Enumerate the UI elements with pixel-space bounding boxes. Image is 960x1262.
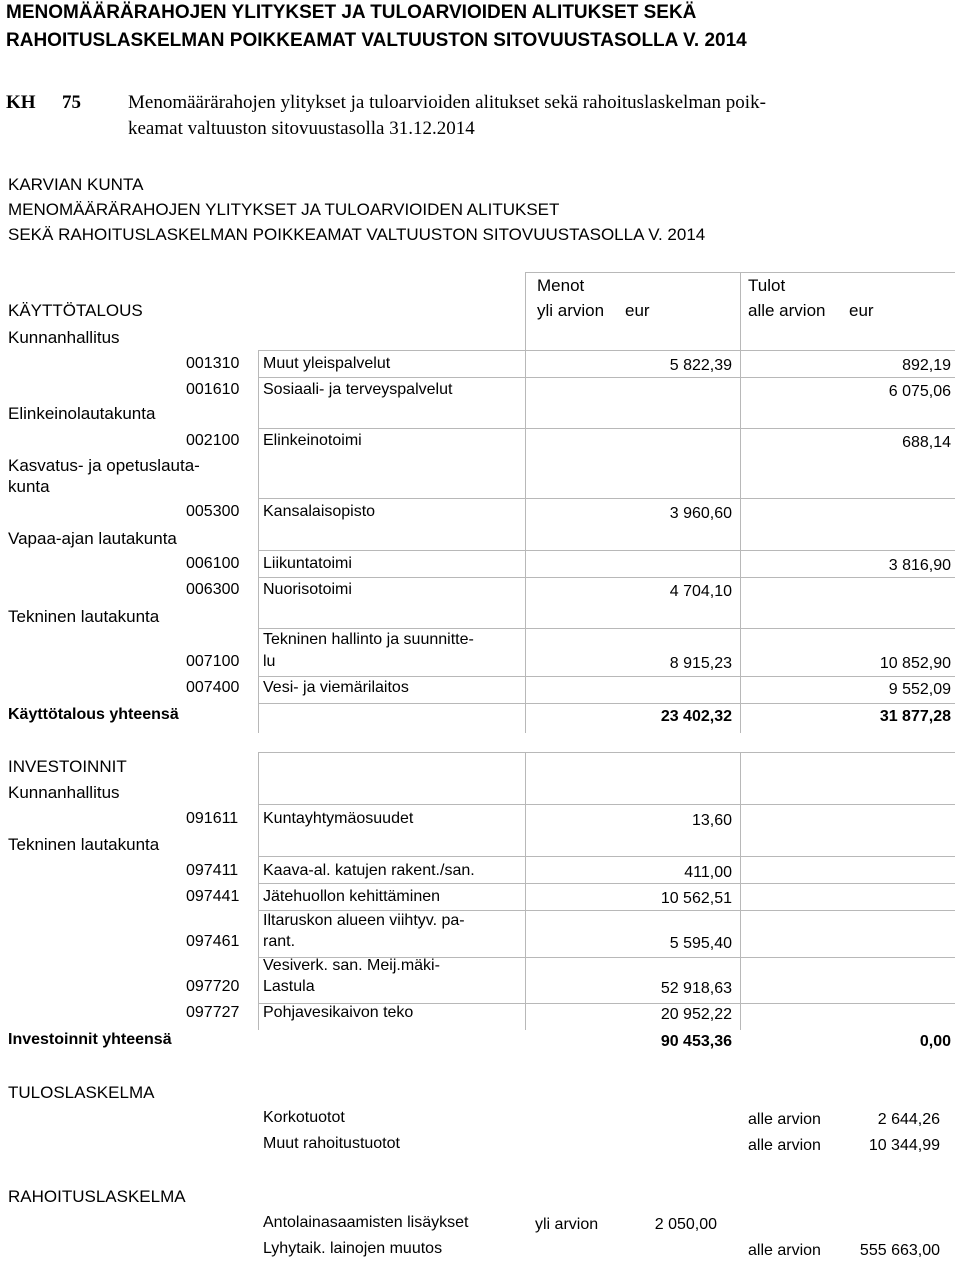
subtitle-line-3: SEKÄ RAHOITUSLASKELMAN POIKKEAMAT VALTUUSTON SITOVUUSTASOLLA V. 2014 [8,225,706,244]
grid-line [258,752,955,753]
grid-line [525,272,955,273]
tulos-row-name: Korkotuotot [263,1109,345,1126]
kh-number: 75 [62,92,81,113]
tulos-row-qualifier: alle arvion [748,1111,821,1128]
subtitle-line-1: KARVIAN KUNTA [8,175,144,194]
row-menot: 20 952,22 [660,1006,732,1023]
rahoitus-row-value: 555 663,00 [859,1242,940,1259]
tulos-row-value: 2 644,26 [877,1111,940,1128]
row-menot: 8 915,23 [669,655,732,672]
group-kasvatus-line-1: Kasvatus- ja opetuslauta- [8,456,200,475]
grid-line [258,883,955,884]
grid-line [258,577,955,578]
row-code: 002100 [186,432,240,449]
row-name-line-1: Tekninen hallinto ja suunnitte- [263,631,474,648]
row-code: 006100 [186,555,240,572]
section-tuloslaskelma: TULOSLASKELMA [8,1083,155,1102]
row-name-line-2: rant. [263,933,296,950]
page-title-line-2: RAHOITUSLASKELMAN POIKKEAMAT VALTUUSTON SITOVUUSTASOLLA V. 2014 [6,30,747,51]
row-menot: 5 822,39 [669,357,732,374]
menot-sub-1: yli arvion [537,301,605,320]
group-elinkeinolautakunta: Elinkeinolautakunta [8,404,156,423]
row-name-line-1: Vesiverk. san. Meij.mäki- [263,957,440,974]
kayttotalous-total-label: Käyttötalous yhteensä [8,706,179,723]
row-code: 007400 [186,679,240,696]
group-kunnanhallitus: Kunnanhallitus [8,328,120,347]
row-menot: 5 595,40 [669,935,732,952]
grid-line [258,910,955,911]
row-name: Nuorisotoimi [263,581,352,598]
row-tulot: 688,14 [902,434,951,451]
row-name: Muut yleispalvelut [263,355,391,372]
row-name-line-2: Lastula [263,978,315,995]
grid-line [258,856,955,857]
row-menot: 52 918,63 [660,980,732,997]
rahoitus-row-name: Antolainasaamisten lisäykset [263,1214,469,1231]
row-menot: 13,60 [691,812,732,829]
grid-line [258,804,955,805]
row-code: 091611 [186,810,239,827]
section-rahoituslaskelma: RAHOITUSLASKELMA [8,1187,186,1206]
grid-line [740,272,741,733]
investoinnit-total-label: Investoinnit yhteensä [8,1031,172,1048]
row-name: Sosiaali- ja terveyspalvelut [263,381,453,398]
grid-line [258,676,955,677]
grid-line [525,752,526,1030]
tulot-header: Tulot [748,276,786,295]
grid-line [258,628,955,629]
section-investoinnit: INVESTOINNIT [8,757,127,776]
row-menot: 411,00 [684,864,732,881]
subtitle-line-2: MENOMÄÄRÄRAHOJEN YLITYKSET JA TULOARVIOIDEN ALITUKSET [8,200,560,219]
row-name: Kansalaisopisto [263,503,376,520]
row-code: 097411 [186,862,239,879]
tulot-sub-2: eur [849,301,874,320]
row-tulot: 6 075,06 [888,383,951,400]
tulos-row-value: 10 344,99 [868,1137,940,1154]
group-tekninen: Tekninen lautakunta [8,607,160,626]
menot-header: Menot [537,276,585,295]
row-name: Jätehuollon kehittäminen [263,888,441,905]
row-menot: 4 704,10 [669,583,732,600]
row-tulot: 10 852,90 [879,655,951,672]
tulos-row-qualifier: alle arvion [748,1137,821,1154]
row-code: 007100 [186,653,240,670]
grid-line [740,752,741,1030]
row-name-line-2: lu [263,653,276,670]
investoinnit-total-tulot: 0,00 [919,1033,951,1050]
row-tulot: 892,19 [902,357,951,374]
tulot-sub-1: alle arvion [748,301,826,320]
menot-sub-2: eur [625,301,650,320]
row-code: 097727 [186,1004,240,1021]
row-name: Elinkeinotoimi [263,432,362,449]
row-name: Vesi- ja viemärilaitos [263,679,409,696]
row-menot: 10 562,51 [660,890,732,907]
row-code: 005300 [186,503,240,520]
grid-line [258,428,955,429]
group-vapaa-ajan: Vapaa-ajan lautakunta [8,529,177,548]
tulos-row-name: Muut rahoitustuotot [263,1135,400,1152]
row-code: 001610 [186,381,240,398]
rahoitus-row-name: Lyhytaik. lainojen muutos [263,1240,443,1257]
grid-line [258,350,955,351]
rahoitus-row-value: 2 050,00 [654,1216,717,1233]
row-code: 097720 [186,978,240,995]
grid-line [525,272,526,733]
row-code: 097461 [186,933,240,950]
group-kasvatus-line-2: kunta [8,477,50,496]
row-name: Liikuntatoimi [263,555,352,572]
rahoitus-row-qualifier: alle arvion [748,1242,821,1259]
row-name-line-1: Iltaruskon alueen viihtyv. pa- [263,912,465,929]
grid-line [258,377,955,378]
row-menot: 3 960,60 [669,505,732,522]
row-tulot: 9 552,09 [888,681,951,698]
grid-line [258,752,259,1030]
group-kunnanhallitus: Kunnanhallitus [8,783,120,802]
grid-line [258,550,955,551]
row-code: 097441 [186,888,240,905]
row-code: 001310 [186,355,240,372]
kayttotalous-total-menot: 23 402,32 [660,708,732,725]
kh-text-line-2: keamat valtuuston sitovuustasolla 31.12.2014 [128,118,475,139]
page-title-line-1: MENOMÄÄRÄRAHOJEN YLITYKSET JA TULOARVIOIDEN ALITUKSET SEKÄ [6,2,697,23]
rahoitus-row-qualifier: yli arvion [535,1216,599,1233]
investoinnit-total-menot: 90 453,36 [660,1033,732,1050]
kh-label: KH [6,92,36,113]
kayttotalous-total-tulot: 31 877,28 [879,708,951,725]
row-name: Kuntayhtymäosuudet [263,810,414,827]
group-tekninen: Tekninen lautakunta [8,835,160,854]
kh-text-line-1: Menomäärärahojen ylitykset ja tuloarvioiden alitukset sekä rahoituslaskelman poik- [128,92,766,113]
section-kayttotalous: KÄYTTÖTALOUS [8,301,143,320]
grid-line [258,703,955,704]
grid-line [258,498,955,499]
row-name: Kaava-al. katujen rakent./san. [263,862,475,879]
row-tulot: 3 816,90 [888,557,951,574]
row-name: Pohjavesikaivon teko [263,1004,414,1021]
row-code: 006300 [186,581,240,598]
